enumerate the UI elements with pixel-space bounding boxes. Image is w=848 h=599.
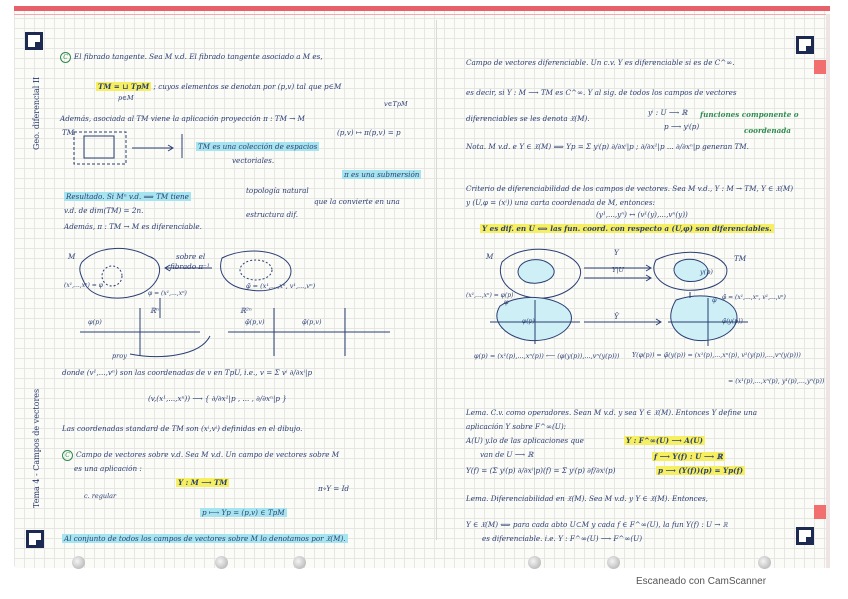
phip-label: φ(p) [88,318,102,326]
diff-field-def2: es decir, si Y : M ⟶ TM es C^∞. Y al sig. de todos los campos de vectores [466,88,737,97]
component-map2: p ⟶ yⁱ(p) [664,122,700,131]
yhat-label: Ŷ [614,312,619,321]
vector-field-text: Campo de vectores sobre v.d. Sea M v.d. Un campo de vectores sobre M [76,450,340,459]
red-tab [814,505,826,519]
sobre-label: sobre el [176,252,206,261]
lemma-diff: Lema. Diferenciabilidad en 𝔛(M). Sea M v.d. y Y ∈ 𝔛(M). Entonces, [466,494,708,503]
yp-label: y(p) [700,268,713,276]
corner-marker-icon [25,32,43,50]
differentiable-note: Además, π : TM → M es diferenciable. [64,222,202,231]
left-coordinate-diagram [60,236,420,366]
tm-label: TM [62,128,75,137]
m-label-right: M [486,252,494,261]
note-line [96,82,341,91]
phi-label: φ = (x¹,...,xⁿ) [148,290,187,297]
fields-set-note [62,534,348,544]
coordinate-note [744,126,791,135]
corner-marker-icon [26,530,44,548]
bundle-elements: ; cuyos elementos se denotan por (p,v) tal que p∈M [153,82,342,91]
yhat-result: = (x¹(p),...,xⁿ(p), y¹(p),...,yⁿ(p)) [728,378,825,385]
pointwise-map-text: p ⟼ Yp = (p,v) ∈ TpM [202,508,285,517]
top-red-strip [14,6,830,11]
diff-field-def: Campo de vectores diferenciable. Un c.v. Y es diferenciable si es de C^∞. [466,58,735,67]
tphipv-label: φ̃(p,v) [245,318,265,326]
page-fold [436,20,437,540]
operator-map [624,436,705,445]
definition-mark-icon: C [60,52,71,63]
operator-map2-text: f ⟶ Y(f) : U ⟶ ℝ [654,452,723,461]
component-note [700,110,799,119]
result-line [64,192,191,201]
criterion-line: Criterio de diferenciabilidad de los campos de vectores. Sea M v.d., Y : M → TM, Y ∈ 𝔛(M) [466,184,794,193]
pointwise-map [200,508,287,517]
binder-hole [758,556,771,569]
basis-line: (v,(x¹,...,xⁿ)) ⟶ { ∂/∂x¹|p , ... , ∂/∂xⁿ|p } [148,394,287,403]
component-note-text: funciones componente o [700,110,799,119]
converts-note: que la convierte en una [314,197,400,206]
fields-set-text: Al conjunto de todos los campos de vectores sobre M lo denotamos por 𝔛(M). [64,534,346,543]
coordinate-note-text: coordenada [744,126,791,135]
criterion-line2: y (U,φ = (xⁱ)) una carta coordenada de M, entonces: [466,198,655,207]
criterion-coords: (y¹,...,yⁿ) ↔ (v¹(y),...,vⁿ(y)) [596,210,688,219]
note-line [60,52,323,63]
vector-field-def [62,450,339,461]
criterion-statement-text: Y es dif. en U ⟺ las fun. coord. con respecto a (U,φ) son diferenciables. [482,224,772,233]
identity-note: π∘Y = Id [318,484,350,493]
diff-field-def3: diferenciables se les denota 𝔛(M). [466,114,590,123]
tphiyp-right: φ̃(y(p)) [722,318,743,325]
definition-mark-icon: C [62,450,73,461]
red-tab [814,60,826,74]
fibrado-label: fibrado π⁻¹ [170,262,210,271]
coords-label-right: (x¹,...,xⁿ) = φ(p) [466,292,514,299]
y-label: Y [614,248,619,257]
dim-note: v.d. de dim(TM) = 2n. [64,206,144,215]
tilde-phi-label: φ̃ = (x¹,...,xⁿ, v¹,...,vⁿ) [246,282,316,290]
vector-space-note [196,142,319,151]
submersion-note [342,170,421,179]
operator-map2 [652,452,725,461]
fibrado-definition: El fibrado tangente. Sea M v.d. El fibrado tangente asociado a M es, [74,52,323,61]
vector-space-text: TM es una colección de espacios [198,142,318,151]
side-label-course: Geo. diferencial II [32,76,41,150]
operator-formula: Y(f) = (Σ yⁱ(p) ∂/∂xⁱ|p)(f) = Σ yⁱ(p) ∂f/∂xⁱ(p) [466,466,616,475]
bundle-sketch [60,122,200,177]
standard-coords: Las coordenadas standard de TM son (xⁱ,vⁱ) definidas en el dibujo. [62,424,303,433]
topology-note: topología natural [246,186,309,195]
au-note: A(U) y.lo de las aplicaciones que [466,436,584,445]
projection-text: Además, asociada al TM viene la aplicación proyección π : TM → M [60,114,305,123]
top-pink-line [14,14,830,15]
tilde-phi-right: φ̃ = (x¹,...,xⁿ, v¹,...,vⁿ) [722,294,786,301]
lemma-diff2: Y ∈ 𝔛(M) ⟺ para cada abto U⊂M y cada f ∈ F^∞(U), la fun Y(f) : U → ℝ [466,520,728,529]
vector-field-map [176,478,229,487]
tm-label-right: TM [734,254,747,263]
result-text: Resultado. Si Mⁿ v.d. ⟹ TM tiene [66,192,189,201]
tphi-label-right: φ̃ [712,296,717,304]
operator-pointwise [656,466,745,475]
binder-hole [607,556,620,569]
binder-hole [72,556,85,569]
projection-map: (p,v) ↦ π(p,v) = p [337,128,401,137]
subscript-pM: p∈M [118,94,134,102]
corner-marker-icon [796,36,814,54]
nota-line: Nota. M v.d. e Y ∈ 𝔛(M) ⟹ Yp = Σ yⁱ(p) ∂/∂xⁱ|p ; ∂/∂x¹|p ... ∂/∂xⁿ|p generan TM. [466,142,749,151]
yhat-composition: Ŷ(φ(p)) = φ̃(y(p)) = (x¹(p),...,xⁿ(p), v¹(y(p)),...,vⁿ(y(p))) [632,352,801,359]
side-label-topic: Tema 4 - Campos de vectores [32,388,41,508]
rn-label: ℝⁿ [150,306,159,315]
tphipv-label-2: φ̃(p,v) [302,318,322,326]
operator-map-text: Y : F^∞(U) ⟶ A(U) [626,436,703,445]
component-map: yⁱ : U ⟶ ℝ [648,108,688,117]
criterion-statement [480,224,774,233]
binder-hole [215,556,228,569]
proy-label: proy [112,352,127,360]
right-edge-strip [826,14,830,568]
vector-field-def2: es una aplicación : [74,464,142,473]
vector-space-note2: vectoriales. [232,156,275,165]
phi-composition: φ(p) = (x¹(p),...,xⁿ(p)) ⟵ (φ(y(p)),...,vⁿ(y(p))) [474,352,620,360]
scanner-footer: Escaneado con CamScanner [636,576,767,587]
structure-note: estructura dif. [246,210,299,219]
phip-right: φ(p) [522,318,535,325]
vector-field-map-text: Y : M ⟶ TM [178,478,228,487]
binder-hole [293,556,306,569]
phi-label-right: φ [504,298,509,306]
m-label: M [68,252,76,261]
regular-note: c. regular [84,492,117,500]
binder-hole [528,556,541,569]
coords-explanation: donde (v¹,...,vⁿ) son las coordenadas de v en TpU, i.e., v = Σ vⁱ ∂/∂xⁱ|p [62,368,313,377]
coords-label: (x¹,...,xⁿ) = φ [64,282,103,289]
lemma-operators2: aplicación Y sobre F^∞(U): [466,422,567,431]
operator-pointwise-text: p ⟶ (Y(f))(p) = Yp(f) [658,466,744,475]
corner-marker-icon [796,527,814,545]
v-in-tpm: v∈TpM [384,100,408,108]
lemma-diff3: es diferenciable. i.e. Y : F^∞(U) ⟶ F^∞(U) [482,534,643,543]
tangent-bundle-formula: TM = ⊔ TpM [98,82,150,91]
yu-label: Y|U [612,266,624,274]
submersion-text: π es una submersión [344,170,420,179]
r2n-label: ℝ²ⁿ [240,306,252,315]
lemma-operators: Lema. C.v. como operadores. Sean M v.d. y sea Y ∈ 𝔛(M). Entonces Y define una [466,408,758,417]
au-note2: van de U ⟶ ℝ [480,450,534,459]
